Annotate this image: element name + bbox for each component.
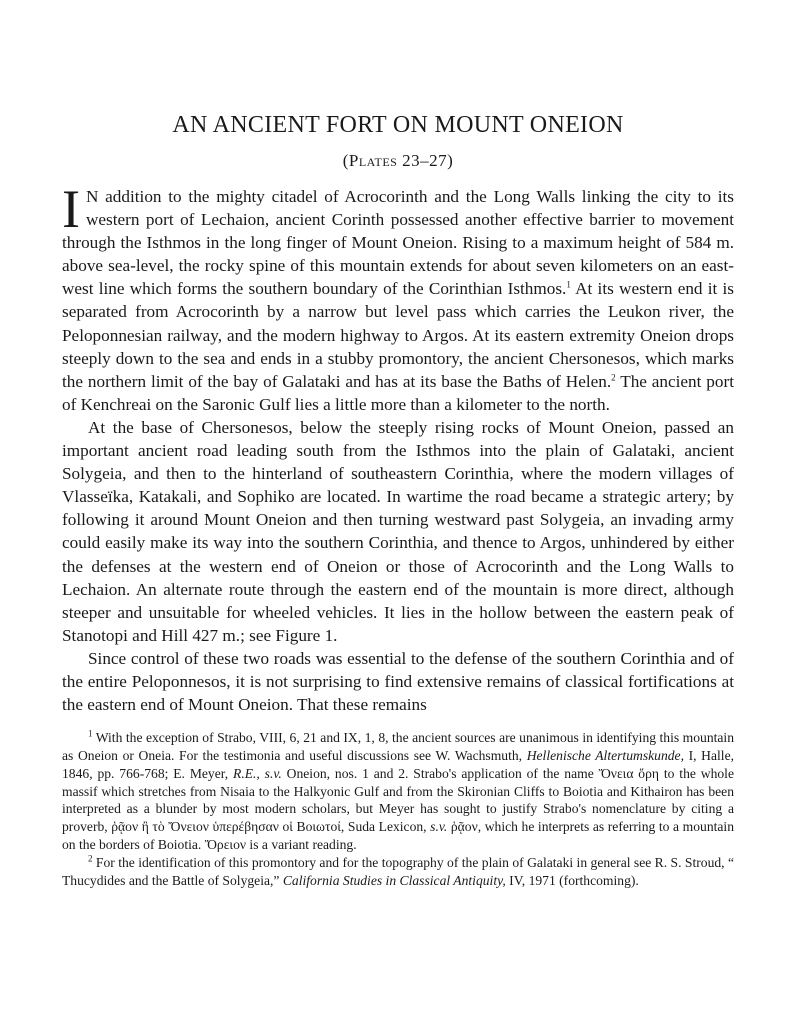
footnote-2-italic-a: California Studies in Classical Antiquity, (282, 872, 506, 888)
drop-cap: I (62, 179, 80, 239)
footnote-1-text-c: Oneion, nos. 1 and 2. Strabo's application of the name (281, 765, 599, 781)
plates-reference: (Plates 23–27) (342, 151, 454, 170)
footnote-1-greek-a: Ὄνεια ὄρη (598, 765, 659, 781)
footnotes (62, 729, 734, 889)
footnote-ref-1[interactable]: 1 (566, 279, 571, 290)
article-body (62, 179, 735, 716)
footnote-1-text-a: With the exception of Strabo, VIII, 6, 21 and IX, 1, 8, the ancient sources are unanimous in identifying this mountain as Oneion or Oneia. For the testimonia and useful discussions see W. Wachsmuth, (62, 730, 734, 763)
footnote-1-text-b: I, Halle, 1846, pp. 766-768; E. Meyer, (62, 747, 735, 781)
paragraph-1-text-b: At its western end it is separated from Acrocorinth by a narrow but level pass which carries the Leukon river, the Peloponnesian railway, and the modern highway to Argos. At its eastern extremity Oneion drops steeply down to the sea and ends in a stubby promontory, the ancient Chersonesos, which marks the northern limit of the bay of Galataki and has at its base the Baths of Helen. (62, 279, 735, 391)
footnote-mark-1: 1 (88, 728, 93, 739)
footnote-1-italic-b: R.E., s.v. (233, 765, 282, 781)
footnote-1-greek-b: ῥᾷον ἢ τὸ Ὄνειον ὑπερέβησαν οἱ Βοιωτοί, (111, 819, 345, 835)
footnote-1-italic-c: s.v. (430, 819, 448, 835)
paragraph-1-text-a: addition to the mighty citadel of Acrocorinth and the Long Walls linking the city to its western port of Lechaion, ancient Corinth possessed another effective barrier to movement through the Isthmos in the long finger of Mount Oneion. Rising to a maximum height of 584 m. above sea-level, the rocky spine of this mountain extends for about seven kilometers on an east-west line which forms the southern boundary of the Corinthian Isthmos. (62, 187, 734, 299)
footnote-2 (62, 854, 734, 890)
footnote-1-text-d: to the whole massif which stretches from Nisaia to the Halkyonic Gulf and from the Skironian Cliffs to Boiotia and Kithairon has been interpreted as a blunder by most modern scholars, but Meyer has sought to justify Strabo's nomenclature by citing a proverb, (62, 765, 734, 835)
article-page (62, 112, 734, 889)
paragraph-1 (62, 179, 735, 416)
paragraph-2: At the base of Chersonesos, below the steeply rising rocks of Mount Oneion, passed an important ancient road leading south from the Isthmos into the plain of Galataki, ancient Solygeia, and then to the hinterland of southeastern Corinthia, where the modern villages of Vlasseïka, Katakali, and Sophiko are located. In wartime the road became a strategic artery; by following it around Mount Oneion and then turning westward past Solygeia, an invading army could easily make its way into the southern Corinthia, and thence to Argos, unhindered by either the defenses at the western end of Oneion or those of Acrocorinth and the Long Walls to Lechaion. An alternate route through the eastern end of the mountain is more direct, although steeper and unsuitable for wheeled vehicles. It lies in the hollow between the eastern peak of Stanotopi and Hill 427 m.; see Figure 1. (62, 417, 734, 645)
lead-letters: N (85, 187, 99, 206)
footnote-ref-2[interactable]: 2 (611, 372, 616, 383)
paragraph-3: Since control of these two roads was essential to the defense of the southern Corinthia and of the entire Peloponnesos, it is not surprising to find extensive remains of classical fortifications at the eastern end of Mount Oneion. That these remains (62, 648, 734, 715)
footnote-1-greek-c: ῥᾷον, (447, 819, 482, 835)
footnote-1-italic-a: Hellenische Altertumskunde, (526, 747, 684, 763)
footnote-2-text-a: For the identification of this promontory and for the topography of the plain of Galataki in general see R. S. Stroud, “ Thucydides and the Battle of Solygeia,” (62, 854, 734, 888)
footnote-1-text-f: which he interprets as referring to a mountain on the borders of Boiotia. (62, 819, 734, 852)
footnote-2-text-b: IV, 1971 (forthcoming). (505, 872, 639, 888)
footnote-mark-2: 2 (88, 853, 93, 864)
footnote-1-greek-d: Ὄρειον (204, 836, 247, 852)
footnote-1 (62, 729, 734, 854)
footnote-1-text-g: is a variant reading. (246, 836, 357, 852)
article-title: AN ANCIENT FORT ON MOUNT ONEION (172, 112, 624, 138)
paragraph-1-text-c: The ancient port of Kenchreai on the Saronic Gulf lies a little more than a kilometer to the north. (62, 371, 734, 414)
footnote-1-text-e: Suda Lexicon, (344, 819, 431, 835)
